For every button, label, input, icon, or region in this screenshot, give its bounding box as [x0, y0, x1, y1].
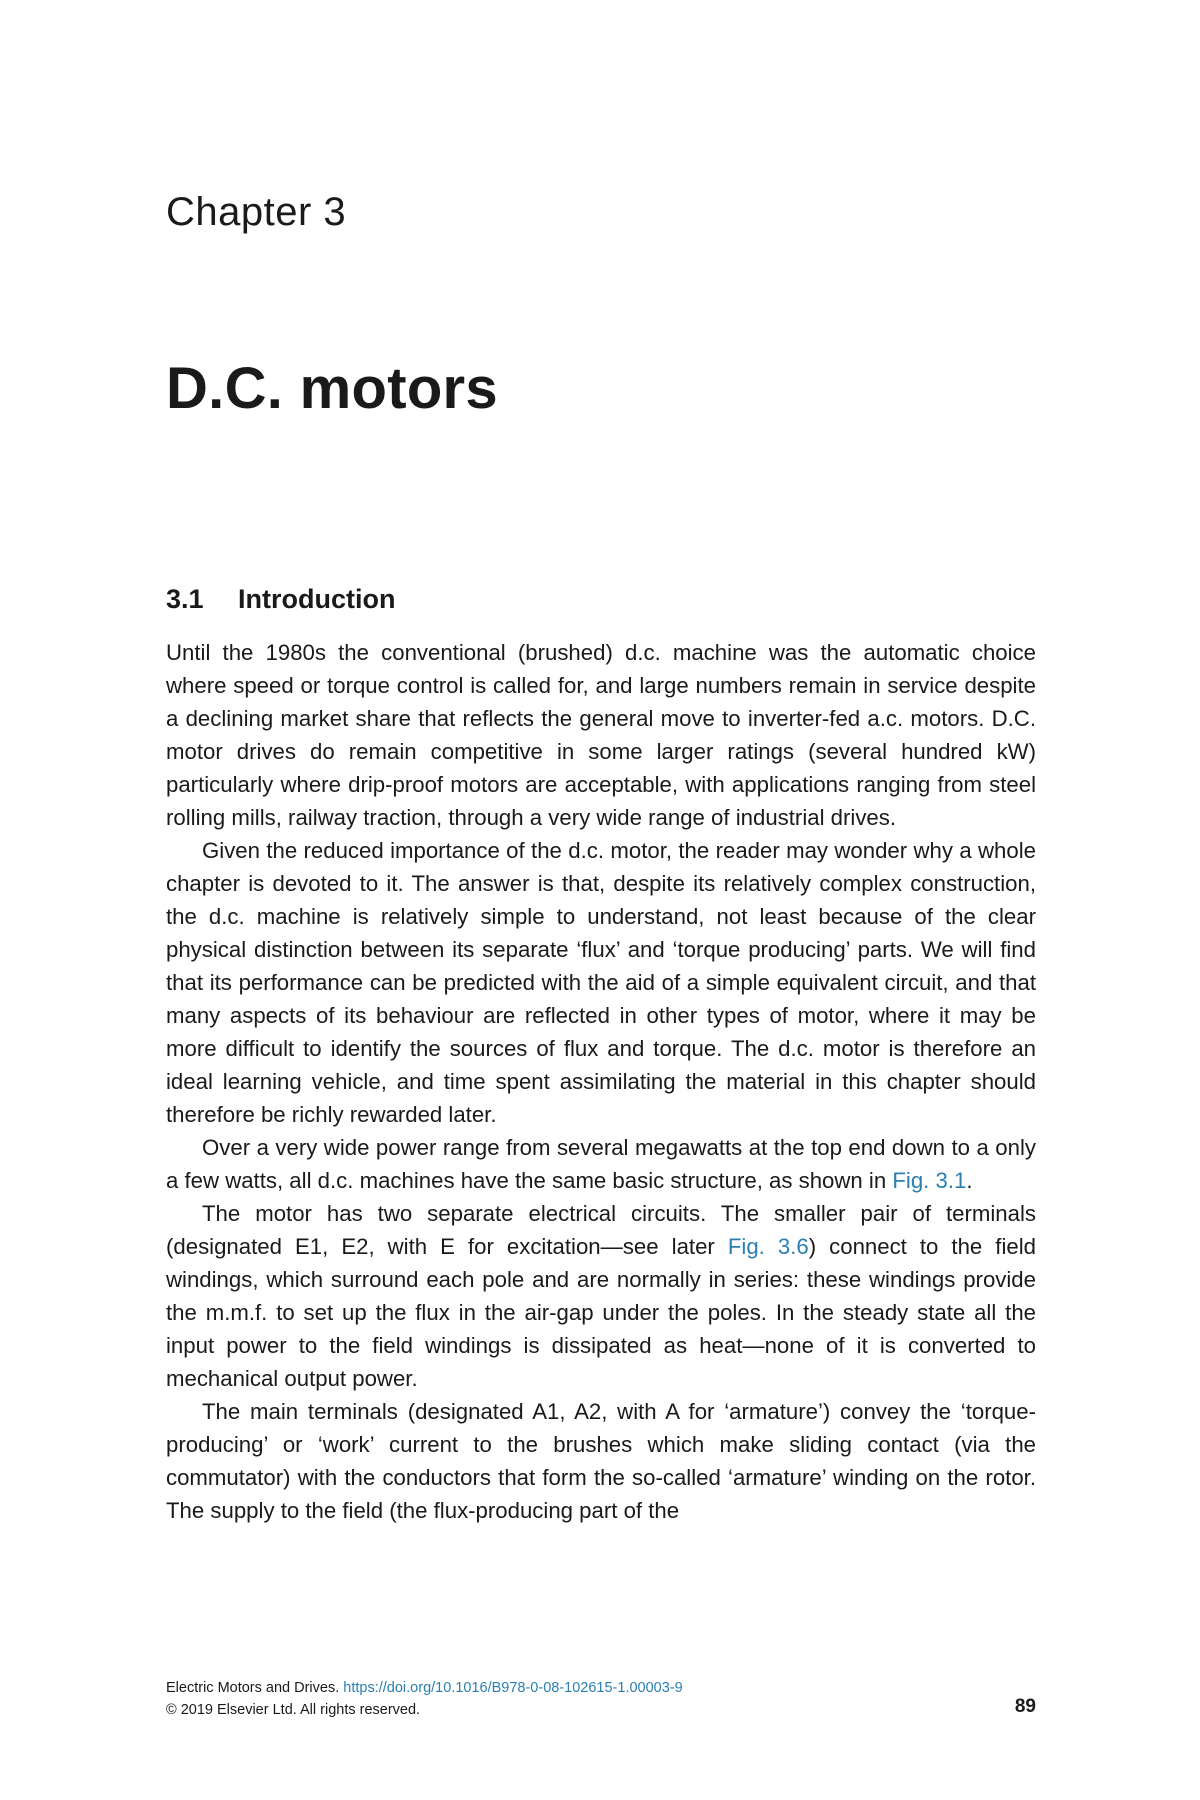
paragraph-1: Until the 1980s the conventional (brushed) d.c. machine was the automatic choice where speed or torque control is called for, and large numbers remain in service despite a declining market share that reflects the general move to inverter-fed a.c. motors. D.C. motor drives do remain competitive in some larger ratings (several hundred kW) particularly where drip-proof motors are acceptable, with applications ranging from steel rolling mills, railway traction, through a very wide range of industrial drives.: [166, 640, 1036, 830]
paragraph-4: [166, 1197, 1036, 1395]
copyright-line: © 2019 Elsevier Ltd. All rights reserved.: [166, 1702, 421, 1718]
figure-link-3-6[interactable]: Fig. 3.6: [727, 1234, 809, 1259]
doi-link[interactable]: https://doi.org/10.1016/B978-0-08-102615-1.00003-9: [343, 1680, 683, 1696]
paragraph-4-text-end: ) connect to the field windings, which surround each pole and are normally in series: these windings provide the m.m.f. to set up the flux in the air-gap under the poles. In the steady state all the input power to the field windings is dissipated as heat—none of it is converted to mechanical output power.: [166, 1234, 1037, 1391]
paragraph-3: [166, 1131, 1036, 1197]
chapter-title: D.C. motors: [166, 356, 498, 421]
section-heading: [166, 584, 395, 615]
book-title: Electric Motors and Drives.: [166, 1680, 344, 1696]
paragraph-3-text-end: .: [966, 1168, 973, 1193]
page-number: 89: [1014, 1696, 1036, 1717]
page-footer: [166, 1677, 1036, 1721]
body-text: [166, 636, 1036, 1527]
paragraph-3-text-start: Over a very wide power range from several megawatts at the top end down to a only a few watts, all d.c. machines have the same basic structure, as shown in: [166, 1135, 1036, 1193]
section-number: 3.1: [166, 584, 204, 614]
citation-line: [166, 1677, 1036, 1699]
chapter-label: Chapter 3: [166, 190, 347, 234]
paragraph-4-text-start: The motor has two separate electrical circuits. The smaller pair of terminals (designated E1, E2, with E for excitation—see later: [166, 1201, 1036, 1259]
figure-link-3-1[interactable]: Fig. 3.1: [892, 1168, 967, 1193]
paragraph-2: Given the reduced importance of the d.c. motor, the reader may wonder why a whole chapter is devoted to it. The answer is that, despite its relatively complex construction, the d.c. machine is relatively simple to understand, not least because of the clear physical distinction between its separate ‘flux’ and ‘torque producing’ parts. We will find that its performance can be predicted with the aid of a simple equivalent circuit, and that many aspects of its behaviour are reflected in other types of motor, where it may be more difficult to identify the sources of flux and torque. The d.c. motor is therefore an ideal learning vehicle, and time spent assimilating the material in this chapter should therefore be richly rewarded later.: [166, 838, 1036, 1127]
section-title: Introduction: [238, 584, 396, 614]
paragraph-5: The main terminals (designated A1, A2, with A for ‘armature’) convey the ‘torque-producing’ or ‘work’ current to the brushes which make sliding contact (via the commutator) with the conductors that form the so-called ‘armature’ winding on the rotor. The supply to the field (the flux-producing part of the: [166, 1399, 1036, 1523]
